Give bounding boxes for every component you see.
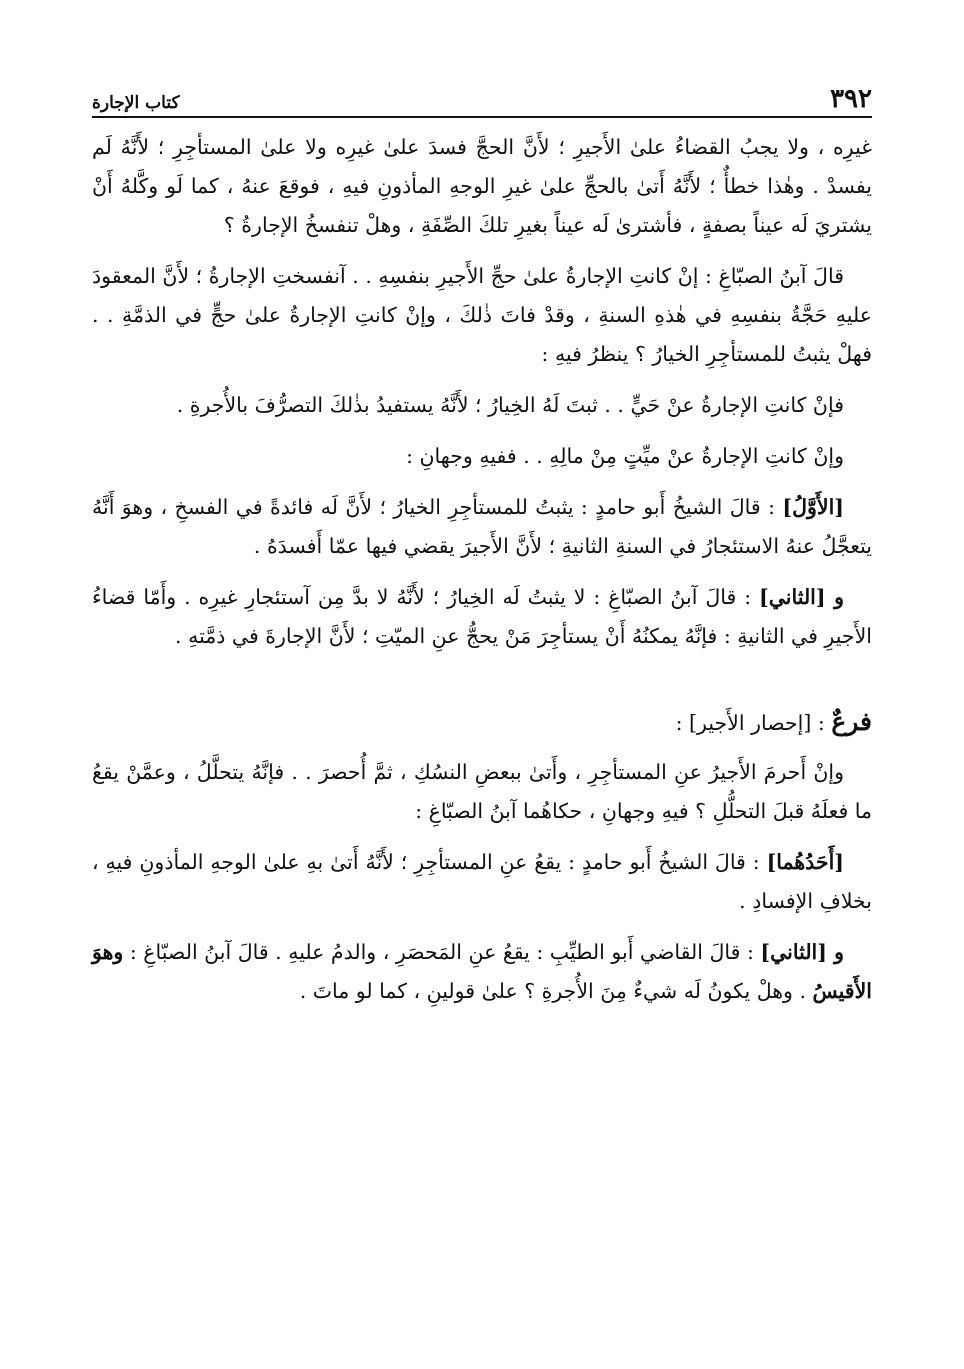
paragraph-lead: و [الثاني] [760, 940, 844, 964]
paragraph-lead: [أَحَدُهُما] [766, 850, 844, 874]
paragraph [92, 386, 872, 425]
paragraph [92, 933, 872, 1011]
paragraph-text: فإنْ كانتِ الإجارةُ عنْ حَيٍّ . . ثبتَ لَهُ الخِيارُ ؛ لأَنَّهُ يستفيدُ بذٰلكَ التصرُّفَ بالأُجرةِ . [176, 393, 844, 417]
paragraph-emphasis: وهوَ الأَقيسُ [92, 940, 872, 1003]
paragraph-text: وإنْ أَحرمَ الأَجيرُ عنِ المستأجِرِ ، وأَتىٰ ببعضِ النسُكِ ، ثمَّ أُحصرَ . . فإنَّهُ يتحلَّلُ ، وعمَّنْ يقعُ ما فعلَهُ قبلَ التحلُّلِ ؟ فيهِ وجهانِ ، حكاهُما آبنُ الصبّاغِ : [92, 760, 872, 823]
paragraph-text: قالَ آبنُ الصبّاغِ : إنْ كانتِ الإجارةُ علىٰ حجِّ الأَجيرِ بنفسِهِ . . آنفسختِ الإجارةُ ؛ لأَنَّ المعقودَ عليهِ حَجَّةُ بنفسِهِ في هٰذهِ السنةِ ، وقدْ فاتَ ذٰلكَ ، وإنْ كانتِ الإجارةُ علىٰ حجٍّ في الذمَّةِ . . فهلْ يثبتُ للمستأجِرِ الخيارُ ؟ ينظرُ فيهِ : [92, 264, 872, 366]
paragraph-text: وإنْ كانتِ الإجارةُ عنْ ميِّتٍ مِنْ مالِهِ . . ففيهِ وجهانِ : [406, 444, 844, 468]
paragraph [92, 488, 872, 566]
paragraph [92, 128, 872, 245]
branch-heading [92, 702, 872, 743]
running-title: كتاب الإجارة [92, 93, 180, 113]
paragraph [92, 437, 872, 476]
paragraph [92, 257, 872, 374]
paragraph-lead: و [الثاني] [759, 585, 845, 609]
paragraph-text: : قالَ القاضي أَبو الطيِّبِ : يقعُ عنِ المَحصَرِ ، والدمُ عليهِ . قالَ آبنُ الصبّاغِ : [123, 940, 761, 964]
branch-label: فرعٌ [831, 707, 872, 736]
section-gap [92, 668, 872, 702]
paragraph-tail: . وهلْ يكونُ لَه شيءٌ مِنَ الأُجرةِ ؟ علىٰ قولينِ ، كما لو ماتَ . [299, 979, 813, 1003]
page-number: ٣٩٢ [830, 84, 872, 114]
paragraph-text: : قالَ الشيخُ أَبو حامدٍ : يقعُ عنِ المستأجِرِ ؛ لأَنَّهُ أَتىٰ بهِ علىٰ الوجهِ المأذونِ فيهِ ، بخلافِ الإفسادِ . [92, 850, 872, 913]
paragraph-lead: [الأَوَّلُ] [782, 495, 844, 519]
paragraph [92, 578, 872, 656]
paragraph-text: : قالَ الشيخُ أَبو حامدٍ : يثبتُ للمستأجِرِ الخيارُ ؛ لأَنَّ لَه فائدةً في الفسخِ ، وهوَ أَنَّهُ يتعجَّلُ عنهُ الاستئجارُ في السنةِ الثانيةِ ؛ لأَنَّ الأَجيرَ يقضي فيها عمّا أَفسدَهُ . [92, 495, 872, 558]
page-content [92, 128, 872, 1011]
paragraph [92, 843, 872, 921]
paragraph [92, 753, 872, 831]
paragraph-text: : قالَ آبنُ الصبّاغِ : لا يثبتُ لَه الخِيارُ ؛ لأَنَّهُ لا بدَّ مِن آستئجارِ غيرِه . وأَمّا قضاءُ الأَجيرِ في الثانيةِ : فإنَّهُ يمكنُهُ أَنْ يستأجِرَ مَنْ يحجُّ عنِ الميّتِ ؛ لأَنَّ الإجارةَ في ذمَّتهِ . [92, 585, 872, 648]
page-header [92, 78, 872, 118]
branch-title: : [إحصار الأَجير] : [675, 711, 832, 735]
paragraph-text: غيرِه ، ولا يجبُ القضاءُ علىٰ الأَجيرِ ؛ لأَنَّ الحجَّ فسدَ علىٰ غيرِه ولا علىٰ المستأجِرِ ؛ لأَنَّهُ لَم يفسدْ . وهٰذا خطأٌ ؛ لأَنَّهُ أَتىٰ بالحجِّ علىٰ غيرِ الوجهِ المأذونِ فيهِ ، فوقعَ عنهُ ، كما لَو وكَّلهُ أَنْ يشتريَ لَه عيناً بصفةٍ ، فأشترىٰ لَه عيناً بغيرِ تلكَ الصِّفَةِ ، وهلْ تنفسخُ الإجارةُ ؟ [92, 135, 872, 237]
book-page [92, 78, 872, 1023]
